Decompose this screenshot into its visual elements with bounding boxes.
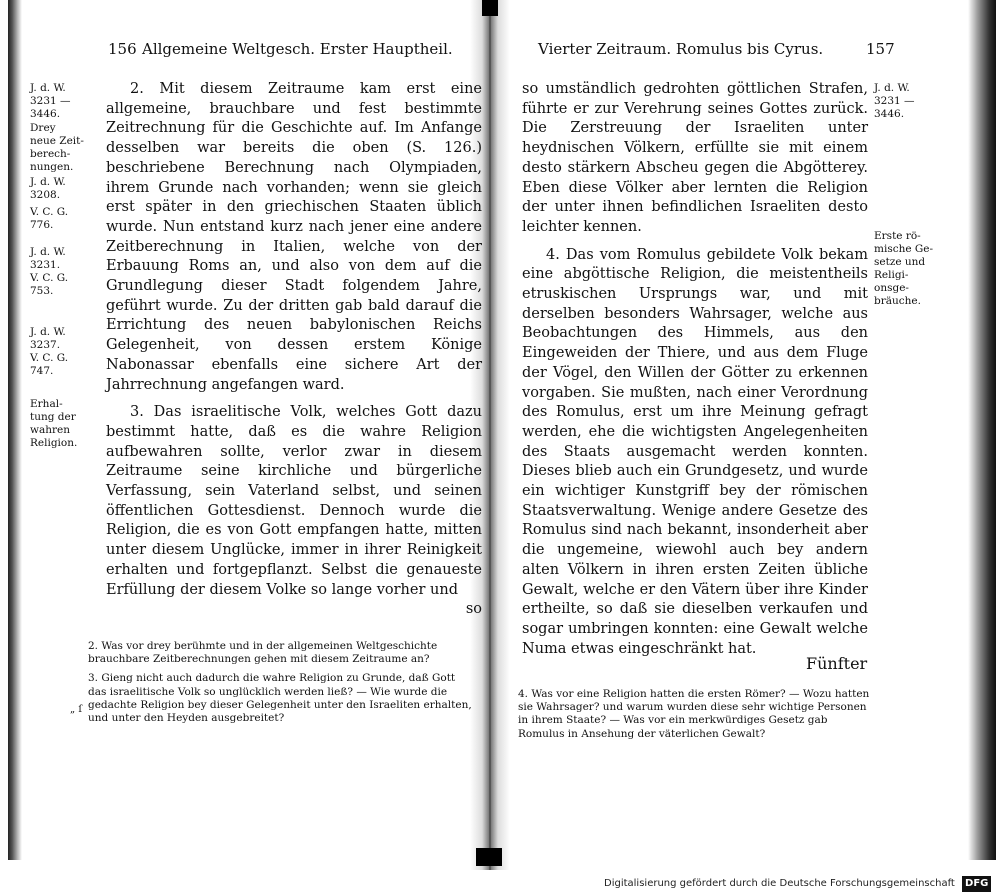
margin-note: J. d. W. 3231.	[30, 246, 66, 271]
footnote: 3. Gieng nicht auch dadurch die wahre Religion zu Grunde, daß Gott das israelitische Volk so unglücklich werden ließ? — Wie wurde die gedachte Religion bey dieser Gelegenheit unter den Israeliten erhalten, und unter den Heyden ausgebreitet?	[88, 672, 472, 725]
margin-note: Erhal- tung der wahren Religion.	[30, 398, 78, 449]
page-body	[106, 80, 482, 620]
running-title: Allgemeine Weltgesch. Erster Hauptheil.	[142, 40, 453, 58]
gutter-clip-top	[482, 0, 498, 16]
left-page-edge	[8, 0, 22, 860]
paragraph: so umständlich gedrohten göttlichen Strafen, führte er zur Verehrung seines Gottes zurück. Die Zerstreuung der Israeliten unter heydnischen Völkern, erfüllte sie mit einem desto stärkern Abscheu gegen die Abgötterey. Eben diese Völker aber lernten die Religion der unter ihnen befindlichen Israeliten desto leichter kennen.	[522, 81, 868, 235]
footnote: 4. Was vor eine Religion hatten die ersten Römer? — Wozu hatten sie Wahrsager? und warum wurden diese sehr wichtige Personen in ihrem Staate? — Was vor ein merkwürdiges Gesetz gab Romulus in Ansehung der väterlichen Gewalt?	[518, 688, 870, 740]
margin-note: V. C. G. 753.	[30, 272, 69, 297]
margin-note: Drey neue Zeit- berech- nungen.	[30, 122, 84, 173]
margin-note: J. d. W. 3231 — 3446.	[30, 82, 71, 120]
page-number: 157	[866, 40, 895, 58]
paragraph: 3. Das israelitische Volk, welches Gott dazu bestimmt hatte, daß es die wahre Religion aufbewahren sollte, verlor zwar in diesem Zeitraume seine kirchliche und bürgerliche Verfassung, sein Vaterland selbst, und seinen öffentlichen Gottesdienst. Dennoch wurde die Religion, die es von Gott empfangen hatte, mitten unter diesem Unglücke, immer in ihrer Reinigkeit erhalten und fortgepflanzt. Selbst die genaueste Erfüllung der diesem Volke so lange vorher und	[106, 404, 482, 598]
paragraph: 2. Mit diesem Zeitraume kam erst eine allgemeine, brauchbare und fest bestimmte Zeitrechnung für die Geschichte auf. Im Anfange desselben war bereits die oben (S. 126.) beschriebene Berechnung nach Olympiaden, ihrem Grunde nach vorhanden; wenn sie gleich erst später in den griechischen Staaten üblich wurde. Nun entstand kurz nach jener eine andere Zeitberechnung in Italien, welche von der Erbauung Roms an, und also von dem auf die Grundlegung dieser Stadt folgendem Jahre, geführt wurde. Zu der dritten gab bald darauf die Errichtung des neuen babylonischen Reichs Gelegenheit, von dessen erstem Könige Nabonassar ebenfalls eine sichere Art der Jahrrechnung angefangen ward.	[106, 81, 482, 393]
paragraph: 4. Das vom Romulus gebildete Volk bekam eine abgöttische Religion, die meistentheils etruskischen Ursprungs war, und mit derselben besonders Wahrsager, welche aus Beobachtungen des Himmels, aus den Eingeweiden der Thiere, und aus dem Fluge der Vögel, den Willen der Götter zu erkennen vorgaben. Sie mußten, nach einer Verordnung des Romulus, erst um ihre Meinung gefragt werden, ehe die wichtigsten Angelegenheiten des Staats ausgemacht werden konnten. Dieses blieb auch ein Grundgesetz, und wurde ein wichtiger Kunstgriff bey der römischen Staatsverwaltung. Wenige andere Gesetze des Romulus sind nach bekannt, insonderheit aber die ungemeine, wiewohl auch bey andern alten Völkern in ihren ersten Zeiten übliche Gewalt, welche er den Vätern über ihre Kinder ertheilte, so daß sie dieselben verkaufen und sogar umbringen konnten: eine Gewalt welche Numa etwas eingeschränkt hat.	[522, 246, 868, 657]
right-page-edge	[968, 0, 996, 860]
running-title: Vierter Zeitraum. Romulus bis Cyrus.	[538, 40, 824, 58]
margin-note: J. d. W. 3231 — 3446.	[874, 82, 915, 120]
margin-note: J. d. W. 3208.	[30, 176, 66, 201]
margin-note: Erste rö- mische Ge- setze und Religi- onsge- bräuche.	[874, 230, 934, 307]
dfg-logo: DFG	[962, 876, 991, 892]
digitization-credit	[604, 876, 1000, 892]
margin-note: V. C. G. 747.	[30, 352, 69, 377]
footnote: 2. Was vor drey berühmte und in der allgemeinen Weltgeschichte brauchbare Zeitberechnungen gehen mit diesem Zeitraume an?	[88, 640, 438, 666]
footnotes	[88, 640, 476, 725]
gutter-clip-bottom	[476, 848, 502, 866]
catch-line: so	[465, 601, 482, 618]
stray-mark: „ ſ	[70, 704, 83, 715]
catchword: Fünfter	[806, 654, 868, 673]
footnotes	[518, 688, 874, 741]
credit-text: Digitalisierung gefördert durch die Deutsche Forschungsgemeinschaft	[604, 878, 955, 889]
page-body	[522, 80, 868, 659]
page-number: 156	[108, 40, 137, 58]
margin-note: J. d. W. 3237.	[30, 326, 66, 351]
margin-note: V. C. G. 776.	[30, 206, 69, 231]
